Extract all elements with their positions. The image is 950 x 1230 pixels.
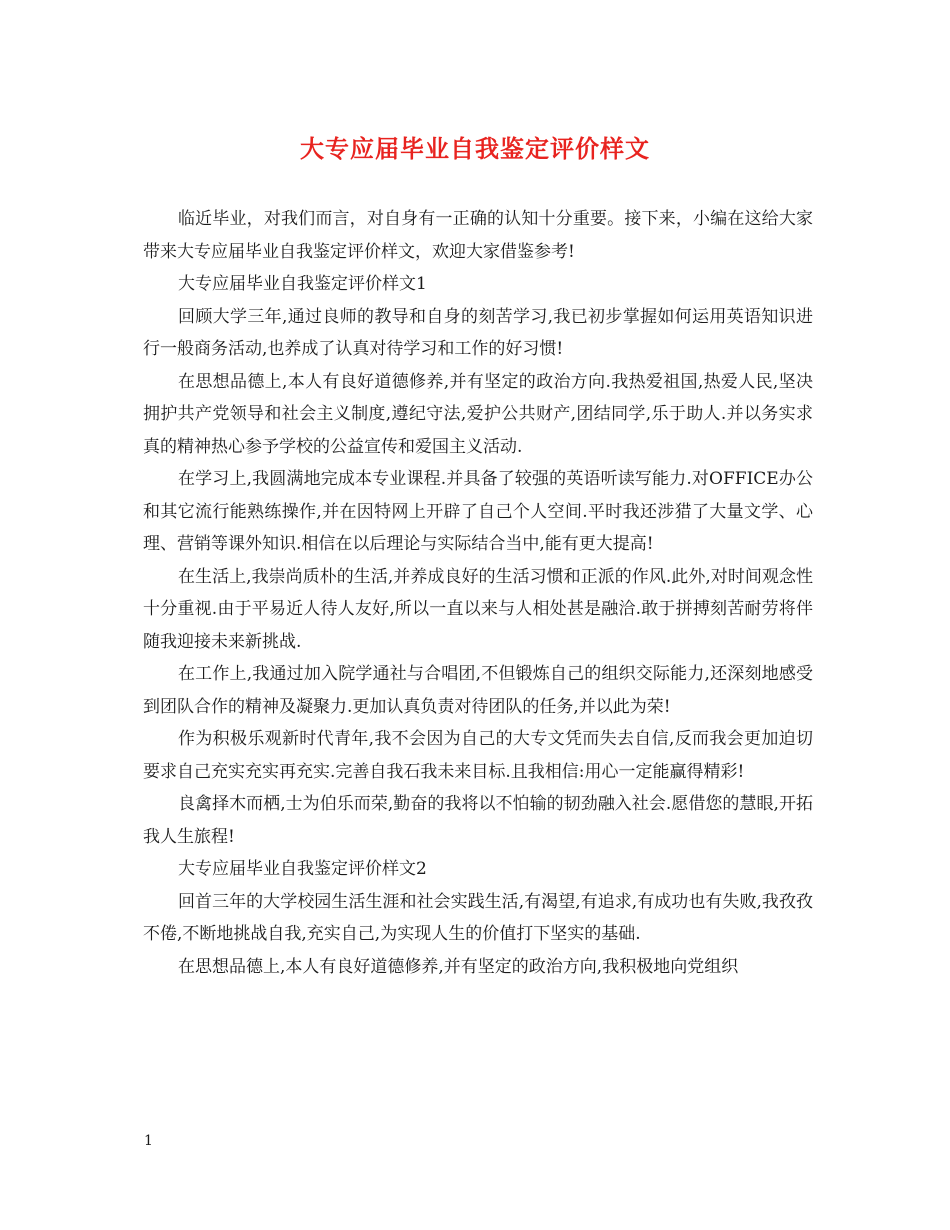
section-heading-1: 大专应届毕业自我鉴定评价样文1 [178, 274, 427, 294]
paragraph: 良禽择木而栖,士为伯乐而荣,勤奋的我将以不怕输的韧劲融入社会.愿借您的慧眼,开拓我人生旅程! [143, 794, 813, 847]
page-number: 1 [144, 1133, 153, 1149]
document-title: 大专应届毕业自我鉴定评价样文 [300, 134, 650, 163]
paragraph: 在生活上,我崇尚质朴的生活,并养成良好的生活习惯和正派的作风.此外,对时间观念性十分重视.由于平易近人待人友好,所以一直以来与人相处甚是融洽.敢于拼搏刻苦耐劳将伴随我迎接未来新挑战. [143, 566, 813, 652]
paragraph: 作为积极乐观新时代青年,我不会因为自己的大专文凭而失去自信,反而我会更加迫切要求自己充实充实再充实.完善自我石我未来目标.且我相信:用心一定能赢得精彩! [143, 729, 813, 782]
paragraph: 在学习上,我圆满地完成本专业课程.并具备了较强的英语听读写能力.对OFFICE办公和其它流行能熟练操作,并在因特网上开辟了自己个人空间.平时我还涉猎了大量文学、心理、营销等课外知识.相信在以后理论与实际结合当中,能有更大提高! [143, 469, 813, 554]
paragraph: 回首三年的大学校园生活生涯和社会实践生活,有渴望,有追求,有成功也有失败,我孜孜不倦,不断地挑战自我,充实自己,为实现人生的价值打下坚实的基础. [143, 891, 813, 944]
document-body [143, 203, 813, 983]
paragraph: 回顾大学三年,通过良师的教导和自身的刻苦学习,我已初步掌握如何运用英语知识进行一般商务活动,也养成了认真对待学习和工作的好习惯! [143, 306, 813, 359]
paragraph: 在工作上,我通过加入院学通社与合唱团,不但锻炼自己的组织交际能力,还深刻地感受到团队合作的精神及凝聚力.更加认真负责对待团队的任务,并以此为荣! [143, 664, 813, 717]
paragraph: 在思想品德上,本人有良好道德修养,并有坚定的政治方向,我积极地向党组织 [178, 956, 739, 977]
paragraph-intro: 临近毕业，对我们而言，对自身有一正确的认知十分重要。接下来，小编在这给大家带来大专应届毕业自我鉴定评价样文，欢迎大家借鉴参考! [143, 209, 813, 262]
section-heading-2: 大专应届毕业自我鉴定评价样文2 [178, 859, 427, 879]
paragraph: 在思想品德上,本人有良好道德修养,并有坚定的政治方向.我热爱祖国,热爱人民,坚决拥护共产党领导和社会主义制度,遵纪守法,爱护公共财产,团结同学,乐于助人.并以务实求真的精神热心参予学校的公益宣传和爱国主义活动. [143, 371, 813, 457]
